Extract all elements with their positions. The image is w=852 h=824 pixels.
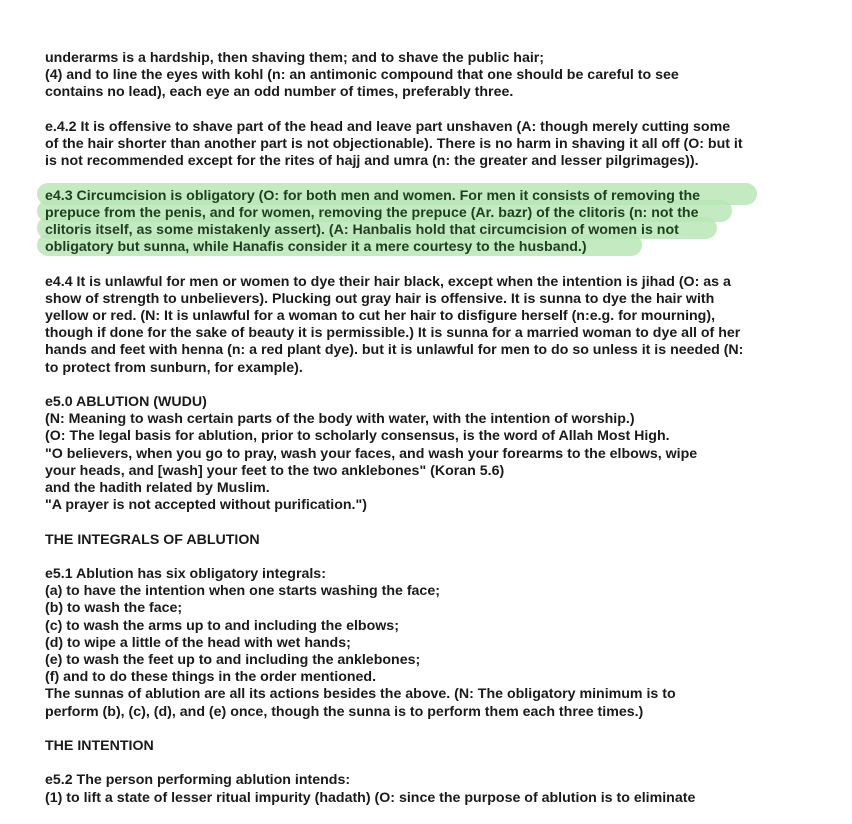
text-line: to protect from sunburn, for example). — [45, 359, 303, 376]
list-item: (b) to wash the face; — [45, 600, 183, 617]
text-line: prepuce from the penis, and for women, removing the prepuce (Ar. bazr) of the clitoris (n: not the — [45, 204, 699, 221]
text-line: e.4.2 It is offensive to shave part of the head and leave part unshaven (A: though merely cutting some — [45, 118, 731, 135]
paragraph-e4-1-continuation — [45, 50, 835, 102]
text-line: The sunnas of ablution are all its actions besides the above. (N: The obligatory minimum is to — [45, 686, 676, 703]
paragraph-e5-2 — [45, 772, 835, 806]
list-item: (f) and to do these things in the order mentioned. — [45, 669, 377, 686]
text-line: yellow or red. (N: It is unlawful for a woman to cut her hair to disfigure herself (n:e.g. for mourning), — [45, 308, 716, 324]
text-line: "A prayer is not accepted without purification.") — [45, 497, 367, 514]
text-line: though if done for the sake of beauty it is permissible.) It is sunna for a married woman to dye all of her — [45, 325, 741, 342]
heading-integrals-of-ablution: THE INTEGRALS OF ABLUTION — [45, 531, 260, 548]
paragraph-e4-2 — [45, 119, 835, 171]
text-line: "O believers, when you go to pray, wash your faces, and wash your forearms to the elbows, wipe — [45, 445, 698, 462]
section-title: e5.0 ABLUTION (WUDU) — [45, 394, 207, 410]
text-line: show of strength to unbelievers). Plucking out gray hair is offensive. It is sunna to dye the hair with — [45, 290, 715, 307]
document-page — [45, 50, 835, 824]
list-item: (e) to wash the feet up to and including the anklebones; — [45, 652, 421, 669]
list-item: (1) to lift a state of lesser ritual impurity (hadath) (O: since the purpose of ablution is to eliminate — [45, 789, 696, 806]
text-line: e5.2 The person performing ablution intends: — [45, 772, 351, 789]
text-line: e5.1 Ablution has six obligatory integrals: — [45, 566, 326, 582]
text-line: underarms is a hardship, then shaving them; and to shave the public hair; — [45, 50, 545, 66]
text-line: (N: Meaning to wash certain parts of the body with water, with the intention of worship.) — [45, 411, 635, 428]
text-line: and the hadith related by Muslim. — [45, 480, 270, 497]
list-item: (d) to wipe a little of the head with wet hands; — [45, 634, 351, 651]
text-line: is not recommended except for the rites of hajj and umra (n: the greater and lesser pilgrimages)). — [45, 153, 699, 170]
text-line: your heads, and [wash] your feet to the two anklebones" (Koran 5.6) — [45, 462, 505, 479]
text-line: contains no lead), each eye an odd number of times, preferably three. — [45, 84, 514, 101]
text-line: hands and feet with henna (n: a red plant dye). but it is unlawful for men to do so unless it is needed (N: — [45, 342, 744, 359]
text-line: (4) and to line the eyes with kohl (n: an antimonic compound that one should be careful to see — [45, 67, 679, 84]
text-line: perform (b), (c), (d), and (e) once, though the sunna is to perform them each three times.) — [45, 703, 644, 720]
paragraph-e5-0 — [45, 394, 835, 514]
text-line: e4.4 It is unlawful for men or women to dye their hair black, except when the intention is jihad (O: as a — [45, 273, 731, 290]
text-line: obligatory but sunna, while Hanafis consider it a mere courtesy to the husband.) — [45, 239, 587, 256]
list-item: (c) to wash the arms up to and including the elbows; — [45, 617, 399, 634]
text-line: of the hair shorter than another part is not objectionable). There is no harm in shaving it all off (O: but it — [45, 136, 743, 152]
paragraph-e4-3-highlighted — [45, 188, 835, 257]
text-line: e4.3 Circumcision is obligatory (O: for both men and women. For men it consists of removing the — [45, 187, 701, 204]
list-item: (a) to have the intention when one starts washing the face; — [45, 583, 440, 600]
heading-the-intention: THE INTENTION — [45, 738, 154, 755]
text-line: clitoris itself, as some mistakenly assert). (A: Hanbalis hold that circumcision of women is not — [45, 222, 679, 238]
text-line: (O: The legal basis for ablution, prior to scholarly consensus, is the word of Allah Most High. — [45, 428, 670, 445]
paragraph-e4-4 — [45, 274, 835, 377]
paragraph-e5-1 — [45, 566, 835, 721]
